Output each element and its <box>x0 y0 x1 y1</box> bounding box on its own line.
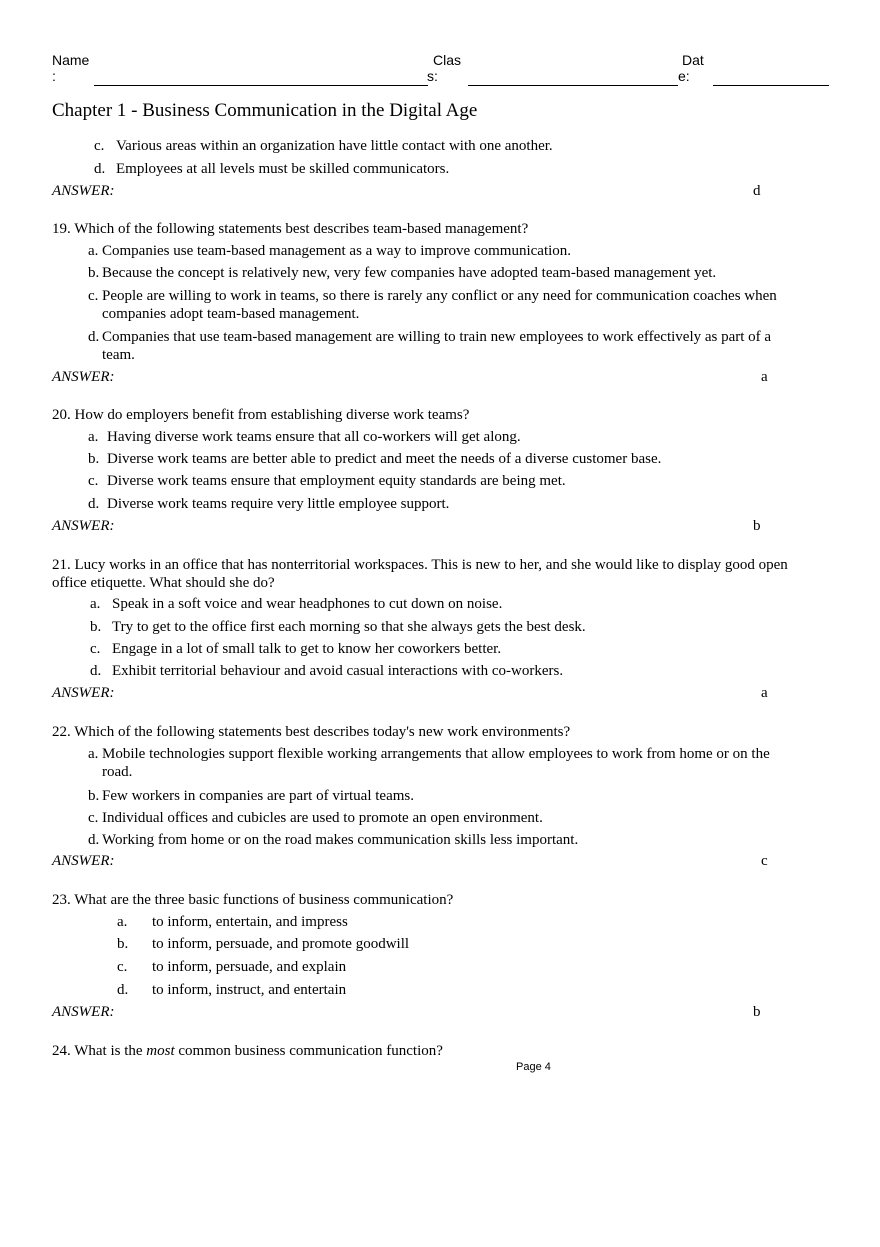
page-number: Page 4 <box>516 1061 551 1073</box>
class-label-top: Clas <box>433 52 462 68</box>
option-c <box>52 809 812 831</box>
name-label <box>52 52 89 84</box>
option-text: Companies use team-based management as a way to improve communication. <box>102 243 572 259</box>
option-a <box>52 595 802 618</box>
option-letter: c. <box>88 810 99 826</box>
option-text: to inform, instruct, and entertain <box>152 982 347 998</box>
option-letter: a. <box>88 746 99 762</box>
option-letter: b. <box>117 936 129 952</box>
answer-label: ANSWER: <box>52 518 115 534</box>
option-b <box>52 935 812 958</box>
class-label-bottom: s: <box>427 68 438 84</box>
class-label <box>427 52 461 84</box>
answer-value: a <box>761 685 768 701</box>
option-text: Working from home or on the road makes communication skills less important. <box>102 832 579 848</box>
option-text: to inform, entertain, and impress <box>152 914 348 930</box>
option-d <box>52 328 812 368</box>
question-23 <box>52 891 812 1003</box>
option-text: Diverse work teams require very little employee support. <box>107 496 450 512</box>
answer-label: ANSWER: <box>52 1004 115 1020</box>
option-d <box>52 981 812 1003</box>
option-d <box>52 495 812 517</box>
answer-value: c <box>761 853 768 869</box>
option-text: Exhibit territorial behaviour and avoid casual interactions with co-workers. <box>112 663 564 679</box>
option-c <box>52 287 812 328</box>
option-letter: b. <box>90 619 102 635</box>
option-text: Employees at all levels must be skilled communicators. <box>116 161 450 177</box>
question-19 <box>52 220 812 368</box>
option-d <box>52 662 802 684</box>
answer-label: ANSWER: <box>52 685 115 701</box>
question-stem-suffix: common business communication function? <box>174 1043 443 1059</box>
option-a <box>52 745 812 787</box>
question-stem-prefix: 24. What is the <box>52 1043 147 1059</box>
option-text: Companies that use team-based management are willing to train new employees to work effectively as part of a team. <box>102 329 772 363</box>
question-stem-emphasis: most <box>146 1043 175 1059</box>
option-letter: b. <box>88 265 100 281</box>
option-letter: d. <box>117 982 129 998</box>
option-text: Speak in a soft voice and wear headphones to cut down on noise. <box>112 596 503 612</box>
option-letter: a. <box>117 914 128 930</box>
option-letter: c. <box>90 641 101 657</box>
option-letter: d. <box>88 329 100 345</box>
option-text: People are willing to work in teams, so there is rarely any conflict or any need for communication coaches when companies adopt team-based management. <box>102 288 777 322</box>
question-21 <box>52 556 802 684</box>
option-letter: d. <box>88 496 100 512</box>
option-letter: d. <box>90 663 102 679</box>
question-24 <box>52 1042 812 1060</box>
question-22 <box>52 723 812 853</box>
answer-value: d <box>753 183 761 199</box>
option-text: Individual offices and cubicles are used to promote an open environment. <box>102 810 543 826</box>
date-field-line[interactable] <box>713 85 829 86</box>
option-b <box>52 264 812 287</box>
question-stem: 20. How do employers benefit from establishing diverse work teams? <box>52 407 470 423</box>
question-20 <box>52 406 812 517</box>
name-field-line[interactable] <box>94 85 428 86</box>
option-text: Mobile technologies support flexible working arrangements that allow employees to work from home or on the road. <box>102 746 770 780</box>
option-letter: a. <box>90 596 101 612</box>
option-text: Engage in a lot of small talk to get to know her coworkers better. <box>112 641 502 657</box>
option-letter: c. <box>94 138 105 154</box>
date-label <box>678 52 704 84</box>
option-a <box>52 242 812 264</box>
option-text: Having diverse work teams ensure that all co-workers will get along. <box>107 429 521 445</box>
option-c <box>52 472 812 495</box>
answer-value: b <box>753 518 761 534</box>
option-letter: c. <box>88 288 99 304</box>
option-c <box>52 640 802 662</box>
answer-label: ANSWER: <box>52 183 115 199</box>
answer-label: ANSWER: <box>52 853 115 869</box>
option-text: Various areas within an organization have little contact with one another. <box>116 138 553 154</box>
option-text: Diverse work teams ensure that employment equity standards are being met. <box>107 473 566 489</box>
name-label-top: Name <box>52 52 90 68</box>
option-c <box>52 958 812 981</box>
name-label-bottom: : <box>52 68 56 84</box>
question-stem <box>52 1042 812 1060</box>
date-label-top: Dat <box>682 52 704 68</box>
option-a <box>52 913 812 935</box>
option-text: to inform, persuade, and explain <box>152 959 347 975</box>
option-text: Because the concept is relatively new, very few companies have adopted team-based management yet. <box>102 265 717 281</box>
option-a <box>52 428 812 450</box>
option-letter: d. <box>88 832 100 848</box>
answer-value: b <box>753 1004 761 1020</box>
question-stem: 22. Which of the following statements best describes today's new work environments? <box>52 724 571 740</box>
option-d <box>52 831 812 853</box>
option-text: Try to get to the office first each morning so that she always gets the best desk. <box>112 619 586 635</box>
option-d <box>52 160 812 183</box>
option-letter: c. <box>117 959 128 975</box>
question-stem: 19. Which of the following statements best describes team-based management? <box>52 221 529 237</box>
option-letter: a. <box>88 429 99 445</box>
option-c <box>52 137 812 160</box>
option-letter: c. <box>88 473 99 489</box>
chapter-title: Chapter 1 - Business Communication in the Digital Age <box>52 100 478 121</box>
option-b <box>52 787 812 809</box>
answer-label: ANSWER: <box>52 369 115 385</box>
option-text: Diverse work teams are better able to predict and meet the needs of a diverse customer base. <box>107 451 662 467</box>
answer-value: a <box>761 369 768 385</box>
option-b <box>52 618 802 640</box>
question-18-options <box>52 137 812 183</box>
option-b <box>52 450 812 472</box>
option-text: to inform, persuade, and promote goodwill <box>152 936 410 952</box>
option-text: Few workers in companies are part of virtual teams. <box>102 788 414 804</box>
option-letter: b. <box>88 451 100 467</box>
option-letter: a. <box>88 243 99 259</box>
class-field-line[interactable] <box>468 85 678 86</box>
option-letter: b. <box>88 788 100 804</box>
option-letter: d. <box>94 161 106 177</box>
question-stem: 21. Lucy works in an office that has nonterritorial workspaces. This is new to her, and she would like to display good open office etiquette. What should she do? <box>52 557 788 591</box>
question-stem: 23. What are the three basic functions of business communication? <box>52 892 454 908</box>
date-label-bottom: e: <box>678 68 690 84</box>
